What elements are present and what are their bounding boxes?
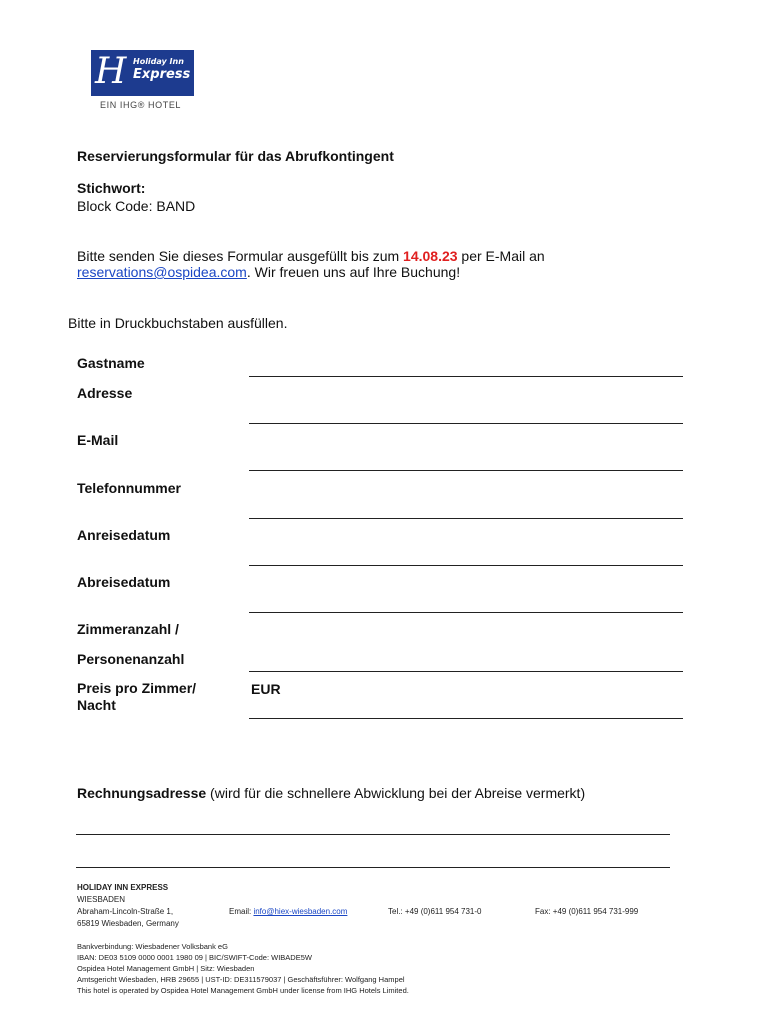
logo-text-large: Express — [133, 67, 191, 82]
address-line[interactable] — [249, 423, 683, 424]
intro-part1: Bitte senden Sie dieses Formular ausgefüllt bis zum — [77, 248, 404, 264]
persons-label: Personenanzahl — [77, 651, 185, 667]
intro-part3: . Wir freuen uns auf Ihre Buchung! — [246, 264, 461, 280]
logo-subtitle: EIN IHG® HOTEL — [100, 100, 182, 110]
footer-address — [77, 882, 179, 930]
billing-line-1[interactable] — [76, 834, 670, 835]
price-line[interactable] — [249, 718, 683, 719]
departure-line[interactable] — [249, 612, 683, 613]
footer-tel: Tel.: +49 (0)611 954 731-0 — [388, 907, 482, 916]
keyword-label: Stichwort: — [77, 180, 146, 196]
bank-line: Ospidea Hotel Management GmbH | Sitz: Wiesbaden — [77, 964, 255, 973]
guest-name-line[interactable] — [249, 376, 683, 377]
intro-part2: per E-Mail an — [457, 248, 545, 264]
departure-label: Abreisedatum — [77, 574, 171, 590]
footer-hotel-name: HOLIDAY INN EXPRESS — [77, 883, 169, 892]
footer-email-label: Email: — [229, 907, 254, 916]
arrival-line[interactable] — [249, 565, 683, 566]
email-line[interactable] — [249, 470, 683, 471]
price-currency: EUR — [251, 681, 281, 697]
arrival-label: Anreisedatum — [77, 527, 171, 543]
footer-street: Abraham-Lincoln-Straße 1, — [77, 907, 174, 916]
bank-info — [77, 941, 409, 996]
footer-city: WIESBADEN — [77, 895, 126, 904]
phone-label: Telefonnummer — [77, 480, 181, 496]
intro-text — [77, 248, 697, 280]
reservations-email-link[interactable]: reservations@ospidea.com — [77, 264, 247, 280]
footer-email-link[interactable]: info@hiex-wiesbaden.com — [253, 907, 348, 916]
rooms-label: Zimmeranzahl / — [77, 621, 179, 637]
guest-name-label: Gastname — [77, 355, 145, 371]
bank-line: IBAN: DE03 5109 0000 0001 1980 09 | BIC/SWIFT-Code: WIBADE5W — [77, 953, 312, 962]
print-hint: Bitte in Druckbuchstaben ausfüllen. — [68, 315, 288, 331]
hotel-logo — [91, 50, 194, 96]
phone-line[interactable] — [249, 518, 683, 519]
logo-h-mark: H — [95, 51, 127, 92]
email-label: E-Mail — [77, 432, 119, 448]
billing-label: Rechnungsadresse — [77, 785, 207, 801]
footer-zip-city: 65819 Wiesbaden, Germany — [77, 919, 179, 928]
keyword-value: Block Code: BAND — [77, 198, 196, 214]
deadline-date: 14.08.23 — [403, 248, 458, 264]
address-label: Adresse — [77, 385, 133, 401]
footer-fax: Fax: +49 (0)611 954 731-999 — [535, 907, 639, 916]
footer-email — [229, 906, 347, 918]
bank-line: This hotel is operated by Ospidea Hotel Management GmbH under license from IHG Hotels Limited. — [77, 986, 409, 995]
form-title: Reservierungsformular für das Abrufkontingent — [77, 148, 394, 164]
price-label-line2: Nacht — [77, 697, 116, 713]
bank-line: Bankverbindung: Wiesbadener Volksbank eG — [77, 942, 228, 951]
rooms-persons-line[interactable] — [249, 671, 683, 672]
billing-note: (wird für die schnellere Abwicklung bei der Abreise vermerkt) — [206, 785, 586, 801]
logo-text-small: Holiday Inn — [133, 57, 184, 66]
price-label-line1: Preis pro Zimmer/ — [77, 680, 197, 696]
billing-line-2[interactable] — [76, 867, 670, 868]
bank-line: Amtsgericht Wiesbaden, HRB 29655 | UST-ID: DE311579037 | Geschäftsführer: Wolfgang Hampel — [77, 975, 405, 984]
billing-heading — [77, 785, 585, 801]
